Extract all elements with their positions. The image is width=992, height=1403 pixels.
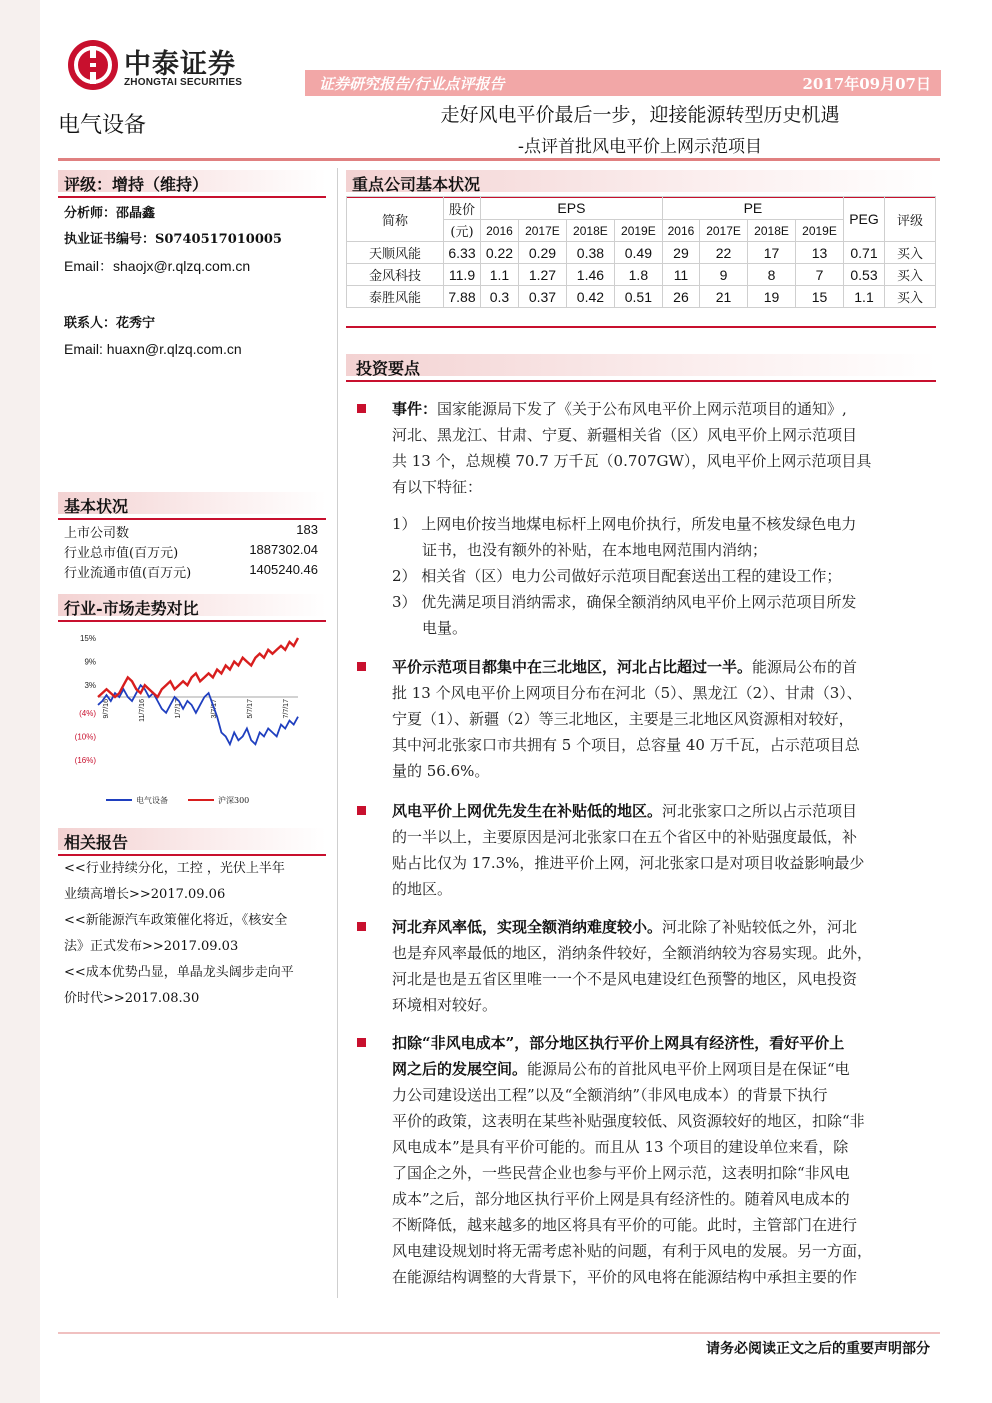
- para-line: 能源局公布的首批风电平价上网项目是在保证“电: [527, 1060, 850, 1078]
- footer-divider: [58, 1332, 940, 1334]
- contact-email[interactable]: Email: huaxn@r.qlzq.com.cn: [64, 341, 242, 357]
- series-line: [98, 638, 298, 697]
- para-lead: 扣除“非风电成本”，部分地区执行平价上网具有经济性，看好平价上: [392, 1034, 845, 1052]
- companies-bottom-rule: [346, 326, 936, 328]
- report-date: 2017年09月07日: [802, 75, 931, 93]
- invest-section: [346, 354, 936, 382]
- y-tick-label: (16%): [74, 756, 96, 765]
- left-margin-band: [0, 0, 40, 1403]
- feature-item: 证书，也没有额外的补贴，在本地电网范围内消纳；: [422, 541, 768, 559]
- table-cell: 买入: [885, 242, 936, 264]
- para-line: 成本”之后，部分地区执行平价上网是具有经济性的。随着风电成本的: [392, 1190, 850, 1208]
- related-line[interactable]: 价时代>>2017.08.30: [64, 991, 200, 1006]
- company-name-cell: 金风科技: [347, 264, 444, 286]
- price-unit: (元): [444, 220, 481, 242]
- feature-item: 2） 相关省（区）电力公司做好示范项目配套送出工程的建设工作；: [392, 567, 842, 585]
- basic-status-list: [64, 522, 318, 582]
- table-cell: 29: [662, 242, 699, 264]
- basic-row: [64, 522, 318, 542]
- table-cell: 1.1: [844, 286, 885, 308]
- x-tick-label: 11/7/16: [139, 699, 146, 722]
- company-name-cell: 泰胜风能: [347, 286, 444, 308]
- report-title: 走好风电平价最后一步，迎接能源转型历史机遇: [440, 104, 840, 126]
- trend-chart: [58, 628, 326, 814]
- table-cell: 7: [796, 264, 844, 286]
- para-line: 其中河北张家口市共拥有 5 个项目，总容量 40 万千瓦，占示范项目总: [392, 736, 860, 754]
- analyst: 分析师：邵晶鑫: [64, 206, 156, 221]
- col-pe: PE: [662, 197, 843, 220]
- para-line: 在能源结构调整的大背景下，平价的风电将在能源结构中承担主要的作: [392, 1268, 858, 1286]
- col-price: 股价: [444, 197, 481, 220]
- basic-row: [64, 562, 318, 582]
- para-line: 批 13 个风电平价上网项目分布在河北（5）、黑龙江（2）、甘肃（3）、: [392, 684, 862, 702]
- company-logo-icon: [68, 40, 118, 90]
- para-line: 河北张家口之所以占示范项目: [662, 802, 858, 820]
- table-cell: 11: [662, 264, 699, 286]
- para-line: 能源局公布的首: [752, 658, 858, 676]
- col-name: 简称: [347, 197, 444, 242]
- table-cell: 1.46: [566, 264, 614, 286]
- trend-section: [58, 594, 326, 622]
- para-lead: 河北弃风率低，实现全额消纳难度较小。: [392, 918, 663, 936]
- para-line: 的地区。: [392, 880, 453, 898]
- feature-item: 电量。: [422, 619, 468, 637]
- para-line: 风电建设规划时将无需考虑补贴的问题，有利于风电的发展。另一方面，: [392, 1242, 873, 1260]
- table-cell: 0.71: [844, 242, 885, 264]
- table-cell: 0.29: [518, 242, 566, 264]
- para-curtailment: [392, 914, 932, 1018]
- companies-section: [346, 170, 936, 198]
- logo-text-cn: 中泰证券: [124, 49, 236, 80]
- para-line: 河北、黑龙江、甘肃、宁夏、新疆相关省（区）风电平价上网示范项目: [392, 426, 858, 444]
- table-cell: 1.1: [481, 264, 519, 286]
- table-cell: 0.38: [566, 242, 614, 264]
- col-peg: PEG: [844, 197, 885, 242]
- para-economics: [392, 1030, 932, 1290]
- para-line: 力公司建设送出工程”以及“全额消纳”（非风电成本）的背景下执行: [392, 1086, 828, 1104]
- para-subsidy: [392, 798, 932, 902]
- table-cell: 17: [748, 242, 796, 264]
- related-line[interactable]: <<新能源汽车政策催化将近，《核安全: [64, 913, 288, 928]
- table-cell: 1.27: [518, 264, 566, 286]
- industry-name: 电气设备: [58, 113, 147, 138]
- table-cell: 买入: [885, 286, 936, 308]
- table-row: [347, 242, 936, 264]
- year-cell: 2016: [481, 220, 519, 242]
- related-list: [64, 856, 324, 1012]
- table-cell: 26: [662, 286, 699, 308]
- company-name-cell: 天顺风能: [347, 242, 444, 264]
- para-line: 国家能源局下发了《关于公布风电平价上网示范项目的通知》,: [437, 400, 847, 418]
- table-cell: 21: [700, 286, 748, 308]
- logo-text-en: ZHONGTAI SECURITIES: [124, 77, 243, 88]
- basic-status-title: 基本状况: [64, 497, 129, 516]
- series-line: [98, 685, 298, 744]
- related-section: [58, 828, 326, 856]
- table-cell: 1.8: [614, 264, 662, 286]
- table-cell: 0.37: [518, 286, 566, 308]
- table-cell: 7.88: [444, 286, 481, 308]
- para-lead: 平价示范项目都集中在三北地区，河北占比超过一半。: [392, 658, 753, 676]
- col-eps: EPS: [481, 197, 663, 220]
- basic-key: 行业流通市值(百万元): [64, 566, 192, 581]
- table-cell: 9: [700, 264, 748, 286]
- basic-status-section: [58, 492, 326, 520]
- para-line: 河北除了补贴较低之外，河北: [662, 918, 858, 936]
- table-cell: 买入: [885, 264, 936, 286]
- para-line: 量的 56.6%。: [392, 762, 490, 780]
- table-row: [347, 264, 936, 286]
- year-cell: 2017E: [700, 220, 748, 242]
- year-cell: 2016: [662, 220, 699, 242]
- contact: 联系人：花秀宁: [64, 316, 156, 331]
- x-tick-label: 3/7/17: [211, 699, 218, 719]
- table-header-row: [347, 197, 936, 220]
- table-cell: 0.53: [844, 264, 885, 286]
- companies-title: 重点公司基本状况: [352, 175, 481, 194]
- para-line: 也是弃风率最低的地区，消纳条件较好，全额消纳较为容易实现。此外，: [392, 944, 873, 962]
- para-line: 河北是也是五省区里唯一一个不是风电建设红色预警的地区，风电投资: [392, 970, 858, 988]
- trend-title: 行业-市场走势对比: [64, 599, 199, 618]
- para-line: 不断降低，越来越多的地区将具有平价的可能。此时，主管部门在进行: [392, 1216, 858, 1234]
- footer-disclaimer: 请务必阅读正文之后的重要声明部分: [706, 1341, 930, 1357]
- para-line: 风电成本”是具有平价可能的。而且从 13 个项目的建设单位来看，除: [392, 1138, 849, 1156]
- feature-item: 3） 优先满足项目消纳需求，确保全额消纳风电平价上网示范项目所发: [392, 593, 857, 611]
- table-cell: 0.3: [481, 286, 519, 308]
- rating-section: [58, 170, 326, 198]
- year-cell: 2019E: [796, 220, 844, 242]
- rating-label: 评级：增持（维持）: [64, 175, 209, 194]
- analyst-email[interactable]: Email：shaojx@r.qlzq.com.cn: [64, 258, 251, 274]
- feature-list: [392, 511, 932, 641]
- y-tick-label: 3%: [84, 681, 96, 691]
- para-line: 了国企之外，一些民营企业也参与平价上网示范，这表明扣除“非风电: [392, 1164, 850, 1182]
- report-subtitle: -点评首批风电平价上网示范项目: [517, 137, 763, 157]
- table-cell: 6.33: [444, 242, 481, 264]
- bullet-icon: [357, 662, 366, 671]
- y-tick-label: 15%: [79, 634, 96, 643]
- y-tick-label: 9%: [84, 657, 96, 667]
- para-distribution: [392, 654, 932, 784]
- y-tick-label: (4%): [79, 708, 96, 718]
- para-line: 的一半以上，主要原因是河北张家口在五个省区中的补贴强度最低，补: [392, 828, 858, 846]
- x-tick-label: 1/7/17: [175, 699, 182, 719]
- table-cell: 11.9: [444, 264, 481, 286]
- x-tick-label: 5/7/17: [247, 699, 254, 719]
- year-cell: 2018E: [566, 220, 614, 242]
- report-type: 证券研究报告/行业点评报告: [319, 75, 505, 93]
- basic-value: 1887302.04: [249, 542, 318, 557]
- table-cell: 8: [748, 264, 796, 286]
- table-cell: 0.51: [614, 286, 662, 308]
- cert-number: 执业证书编号：S0740517010005: [64, 232, 282, 247]
- bullet-icon: [357, 404, 366, 413]
- basic-value: 183: [296, 522, 318, 537]
- para-lead: 事件：: [392, 400, 438, 418]
- year-cell: 2018E: [748, 220, 796, 242]
- para-lead: 网之后的发展空间。: [392, 1060, 528, 1078]
- table-row: [347, 286, 936, 308]
- x-tick-label: 7/7/17: [283, 699, 290, 719]
- related-line[interactable]: <<行业持续分化，工控 ，光伏上半年: [64, 861, 285, 876]
- para-line: 宁夏（1）、新疆（2）等三北地区，主要是三北地区风资源相对较好，: [392, 710, 854, 728]
- col-rating: 评级: [885, 197, 936, 242]
- bullet-icon: [357, 1038, 366, 1047]
- companies-table: [346, 196, 936, 308]
- para-lead: 风电平价上网优先发生在补贴低的地区。: [392, 802, 663, 820]
- table-cell: 19: [748, 286, 796, 308]
- related-line[interactable]: 法》正式发布>>2017.09.03: [64, 939, 239, 954]
- table-cell: 13: [796, 242, 844, 264]
- para-event: [392, 396, 932, 500]
- table-cell: 0.49: [614, 242, 662, 264]
- legend-label: 电气设备: [136, 796, 168, 805]
- table-cell: 22: [700, 242, 748, 264]
- legend-label: 沪深300: [218, 796, 250, 805]
- basic-key: 行业总市值(百万元): [64, 546, 179, 561]
- header-divider: [58, 158, 940, 161]
- basic-value: 1405240.46: [249, 562, 318, 577]
- basic-row: [64, 542, 318, 562]
- basic-key: 上市公司数: [64, 526, 130, 541]
- year-cell: 2017E: [518, 220, 566, 242]
- related-title: 相关报告: [64, 833, 129, 852]
- feature-item: 1） 上网电价按当地煤电标杆上网电价执行，所发电量不核发绿色电力: [392, 515, 857, 533]
- para-line: 有以下特征：: [392, 478, 483, 496]
- para-line: 共 13 个，总规模 70.7 万千瓦（0.707GW），风电平价上网示范项目具: [392, 452, 872, 470]
- para-line: 环境相对较好。: [392, 996, 498, 1014]
- report-type-band: [305, 70, 941, 96]
- table-cell: 0.42: [566, 286, 614, 308]
- invest-title: 投资要点: [356, 359, 421, 378]
- column-divider: [337, 168, 338, 1298]
- bullet-icon: [357, 806, 366, 815]
- para-line: 贴占比仅为 17.3%，推进平价上网，河北张家口是对项目收益影响最少: [392, 854, 865, 872]
- year-cell: 2019E: [614, 220, 662, 242]
- x-tick-label: 9/7/16: [103, 699, 110, 719]
- related-line[interactable]: <<成本优势凸显，单晶龙头阔步走向平: [64, 965, 294, 980]
- para-line: 平价的政策，这表明在某些补贴强度较低、风资源较好的地区，扣除“非: [392, 1112, 865, 1130]
- table-cell: 0.22: [481, 242, 519, 264]
- table-cell: 15: [796, 286, 844, 308]
- bullet-icon: [357, 922, 366, 931]
- related-line[interactable]: 业绩高增长>>2017.09.06: [64, 887, 226, 902]
- y-tick-label: (10%): [74, 732, 96, 742]
